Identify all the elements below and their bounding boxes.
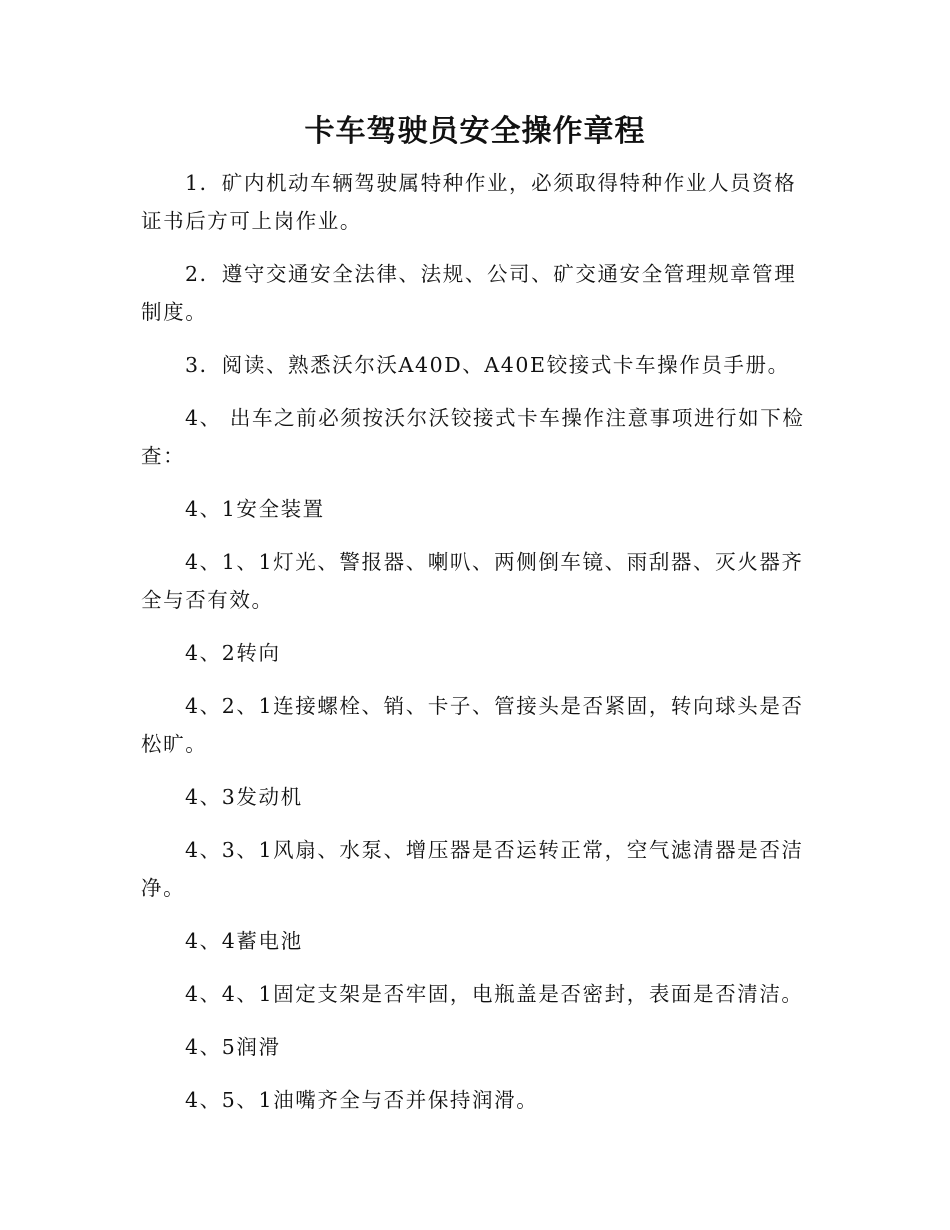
item-4-5-1: 4、5、1油嘴齐全与否并保持润滑。 [185,1088,539,1112]
item-4-4-1: 4、4、1固定支架是否牢固，电瓶盖是否密封，表面是否清洁。 [185,982,804,1006]
paragraph-2: 2．遵守交通安全法律、法规、公司、矿交通安全管理规章管理制度。 [141,262,797,324]
item-4-3-1: 4、3、1风扇、水泵、增压器是否运转正常，空气滤清器是否洁净。 [141,838,804,900]
section-4-5-heading: 4、5润滑 [185,1035,281,1059]
paragraph-1: 1．矿内机动车辆驾驶属特种作业，必须取得特种作业人员资格证书后方可上岗作业。 [141,171,797,233]
section-4-4-heading: 4、4蓄电池 [185,929,303,953]
section-4-2-heading: 4、2转向 [185,641,281,665]
section-4-1-heading: 4、1安全装置 [185,497,325,521]
paragraph-4: 4、 出车之前必须按沃尔沃铰接式卡车操作注意事项进行如下检查： [141,406,805,468]
section-4-3-heading: 4、3发动机 [185,785,303,809]
item-4-2-1: 4、2、1连接螺栓、销、卡子、管接头是否紧固，转向球头是否松旷。 [141,694,804,756]
item-4-1-1: 4、1、1灯光、警报器、喇叭、两侧倒车镜、雨刮器、灭火器齐全与否有效。 [141,550,804,612]
document-title: 卡车驾驶员安全操作章程 [304,114,646,149]
paragraph-3: 3．阅读、熟悉沃尔沃A40D、A40E铰接式卡车操作员手册。 [185,353,790,377]
document-body [141,164,813,1134]
